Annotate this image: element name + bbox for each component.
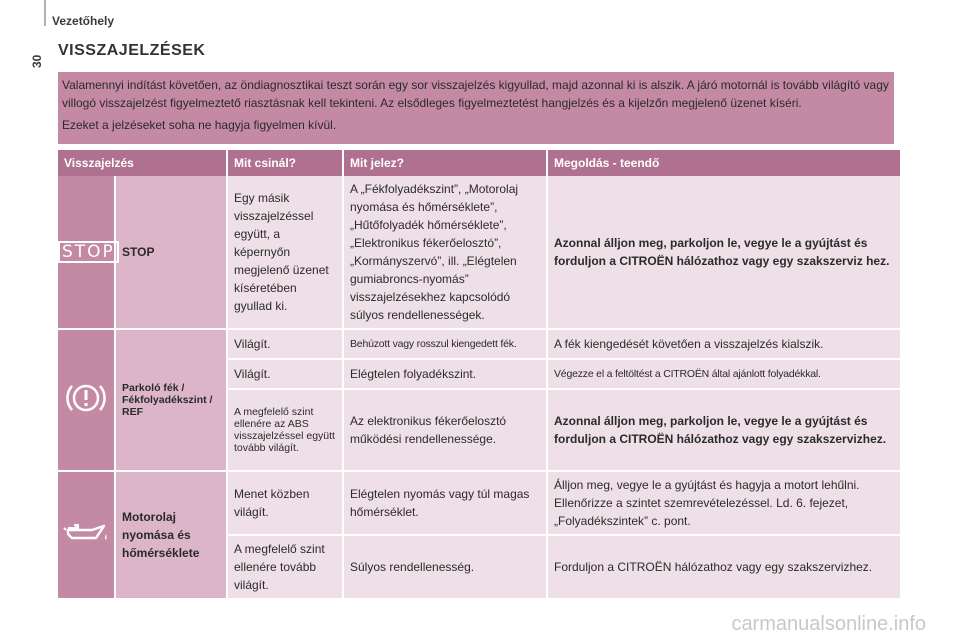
page-number: 30 [30,54,44,68]
does-cell: Egy másik visszajelzéssel együtt, a képernyőn megjelenő üzenet kíséretében gyullad ki. [228,176,344,330]
header-does: Mit csinál? [228,150,344,176]
side-bar [44,0,46,26]
header-solution: Megoldás - teendő [548,150,902,176]
means-cell: Elégtelen folyadékszint. [344,360,548,390]
indicator-name: Motorolaj nyomása és hőmérséklete [116,472,228,600]
solution-cell: Forduljon a CITROËN hálózathoz vagy egy szakszervizhez. [548,536,902,600]
does-cell: Világít. [228,360,344,390]
intro-box [58,72,894,144]
indicator-table [58,150,902,600]
means-cell: Behúzott vagy rosszul kiengedett fék. [344,330,548,360]
table-header-row [58,150,902,176]
header-means: Mit jelez? [344,150,548,176]
solution-cell: Végezze el a feltöltést a CITROËN által ajánlott folyadékkal. [548,360,902,390]
table-row [58,330,902,360]
intro-paragraph: Valamennyi indítást követően, az öndiagnosztikai teszt során egy sor visszajelzés kigyullad, majd azonnal ki is alszik. A járó motornál is tovább világító vagy villogó visszajelzést figyelmeztető riasztásnak kell tekinteni. Az elsődleges figyelmeztetést hangjelzés és a kijelzőn megjelenő üzenet kíséri. [62,78,889,110]
solution-cell: Azonnal álljon meg, parkoljon le, vegye le a gyújtást és forduljon a CITROËN hálózathoz vagy egy szakszerviz hez. [548,176,902,330]
stop-icon: STOP [58,241,119,263]
oil-can-icon [62,520,110,546]
solution-cell: A fék kiengedését követően a visszajelzés kialszik. [548,330,902,360]
means-cell: Súlyos rendellenesség. [344,536,548,600]
means-cell: Az elektronikus fékerőelosztó működési rendellenessége. [344,390,548,472]
does-cell: Világít. [228,330,344,360]
does-cell: A megfelelő szint ellenére az ABS visszajelzéssel együtt tovább világít. [228,390,344,472]
means-cell: A „Fékfolyadékszint”, „Motorolaj nyomása és hőmérséklete”, „Hűtőfolyadék hőmérséklete”, „Elektronikus fékerőelosztó”, „Kormányszervó”, ill. „Elégtelen gumiabroncs-nyomás” visszajelzésekhez kapcsolódó súlyos rendellenességek. [344,176,548,330]
does-cell: Menet közben világít. [228,472,344,536]
indicator-name: Parkoló fék / Fékfolyadékszint / REF [116,330,228,472]
brake-icon-cell [58,330,116,472]
stop-icon-cell [58,176,116,330]
header-indicator: Visszajelzés [58,150,228,176]
means-cell: Elégtelen nyomás vagy túl magas hőmérséklet. [344,472,548,536]
does-cell: A megfelelő szint ellenére tovább világít. [228,536,344,600]
watermark: carmanualsonline.info [731,613,926,635]
brake-warning-icon [64,380,108,416]
section-title: Vezetőhely [52,14,115,28]
oil-icon-cell [58,472,116,600]
table-row [58,176,902,330]
table-row [58,472,902,536]
indicator-name: STOP [116,176,228,330]
solution-cell: Azonnal álljon meg, parkoljon le, vegye le a gyújtást és forduljon a CITROËN hálózathoz vagy egy szakszervizhez. [548,390,902,472]
page-title: VISSZAJELZÉSEK [58,42,206,59]
solution-cell: Álljon meg, vegye le a gyújtást és hagyja a motort lehűlni. Ellenőrizze a szintet szemrevételezéssel. Ld. 6. fejezet, „Folyadékszintek” c. pont. [548,472,902,536]
intro-note: Ezeket a jelzéseket soha ne hagyja figyelmen kívül. [62,118,337,132]
